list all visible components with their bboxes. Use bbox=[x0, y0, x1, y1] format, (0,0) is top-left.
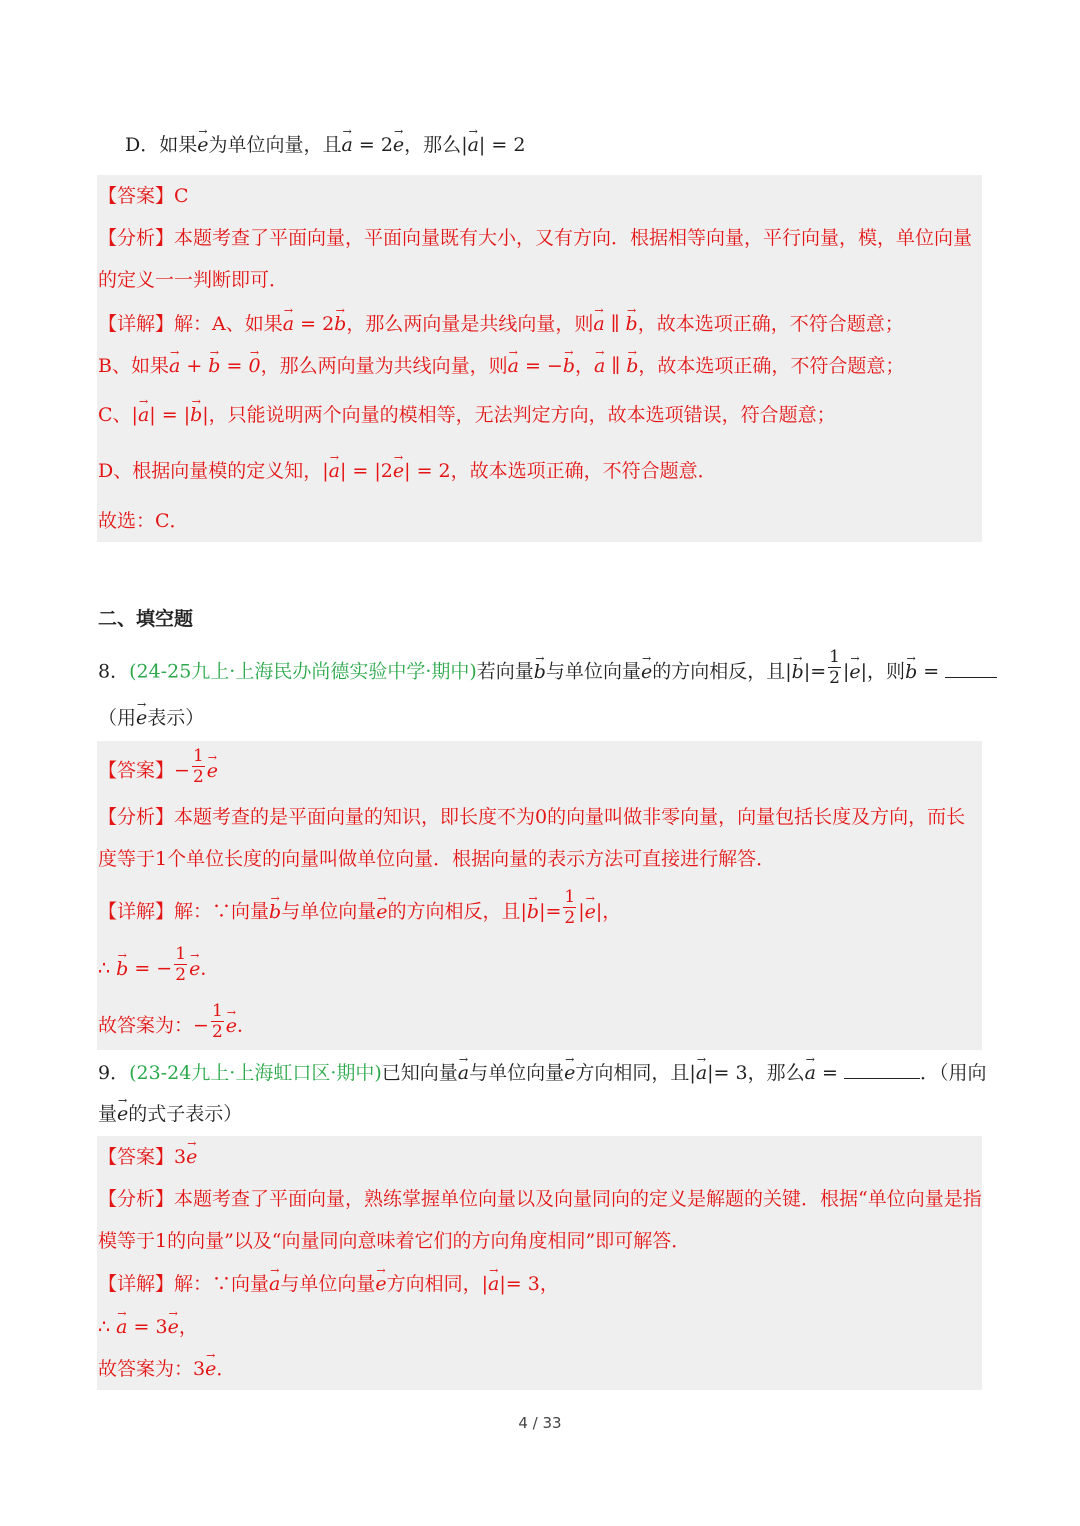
q9-therefore: ∴ → a = 3→ e， bbox=[98, 1315, 198, 1339]
q9-analysis: 【分析】本题考查了平面向量，熟练掌握单位向量以及向量同向的定义是解题的关键．根据“单位向量是指 bbox=[98, 1188, 982, 1210]
q8-detail: 【详解】解：∵向量→ b与单位向量→ e的方向相反，且|→ b|= $\frac{1}{2}$ |→ e|， bbox=[98, 897, 621, 928]
q8-therefore: ∴ → b = − $\frac{1}{2}$ → e． bbox=[98, 954, 219, 985]
q7-option-d: D．如果→ e为单位向量，且→ a = 2→ e，那么|→ a| = 2 bbox=[125, 133, 525, 157]
vector-e: → e bbox=[197, 133, 208, 157]
q8-analysis-cont: 度等于1个单位长度的向量叫做单位向量．根据向量的表示方法可直接进行解答． bbox=[98, 848, 776, 870]
q9-analysis-cont: 模等于1的向量”以及“向量同向意味着它们的方向角度相同”即可解答． bbox=[98, 1230, 691, 1252]
q7-analysis-cont: 的定义一一判断即可． bbox=[98, 269, 289, 291]
q9-final: 故答案为：3→ e． bbox=[98, 1357, 235, 1381]
q9-stem-cont: 量→ e的式子表示） bbox=[98, 1102, 242, 1126]
section-heading: 二、填空题 bbox=[98, 608, 194, 630]
q8-stem-cont: （用→ e表示） bbox=[98, 706, 204, 730]
q8-answer: 【答案】− $\frac{1}{2}$ → e bbox=[98, 756, 218, 787]
q7-detail-b: B、如果→ a + → b = → 0，那么两向量为共线向量，则→ a = −→ b，→ a ∥ → b，故本选项正确，不符合题意； bbox=[98, 354, 904, 378]
q7-detail-d: D、根据向量模的定义知，|→ a| = |2→ e| = 2，故本选项正确，不符合题意． bbox=[98, 459, 717, 483]
q9-solution-box bbox=[97, 1136, 982, 1390]
q7-answer: 【答案】C bbox=[98, 185, 189, 207]
q7-analysis: 【分析】本题考查了平面向量，平面向量既有大小，又有方向．根据相等向量，平行向量，模，单位向量 bbox=[98, 227, 973, 249]
q9-detail: 【详解】解：∵向量→ a与单位向量→ e方向相同，|→ a|= 3， bbox=[98, 1272, 559, 1296]
page-number: 4 / 33 bbox=[518, 1414, 562, 1432]
q7-detail-a: 【详解】解：A、如果→ a = 2→ b，那么两向量是共线向量，则→ a ∥ → b，故本选项正确，不符合题意； bbox=[98, 312, 904, 336]
q9-answer: 【答案】3→ e bbox=[98, 1145, 197, 1169]
q7-detail-c: C、|→ a| = |→ b|，只能说明两个向量的模相等，无法判定方向，故本选项错误，符合题意； bbox=[98, 403, 836, 427]
q8-final: 故答案为：− $\frac{1}{2}$ → e． bbox=[98, 1011, 256, 1042]
q7-choose: 故选：C． bbox=[98, 510, 189, 532]
q9-stem: 9．(23-24九上·上海虹口区·期中)已知向量→ a与单位向量→ e方向相同，且|→ a|= 3，那么→ a = ．（用向 bbox=[98, 1060, 986, 1085]
q8-stem: 8．(24-25九上·上海民办尚德实验中学·期中)若向量→ b与单位向量→ e的方向相反，且|→ b|= $\frac{1}{2}$ |→ e|，则→ b = bbox=[98, 657, 997, 688]
q8-analysis: 【分析】本题考查的是平面向量的知识，即长度不为0的向量叫做非零向量，向量包括长度及方向，而长 bbox=[98, 806, 966, 828]
